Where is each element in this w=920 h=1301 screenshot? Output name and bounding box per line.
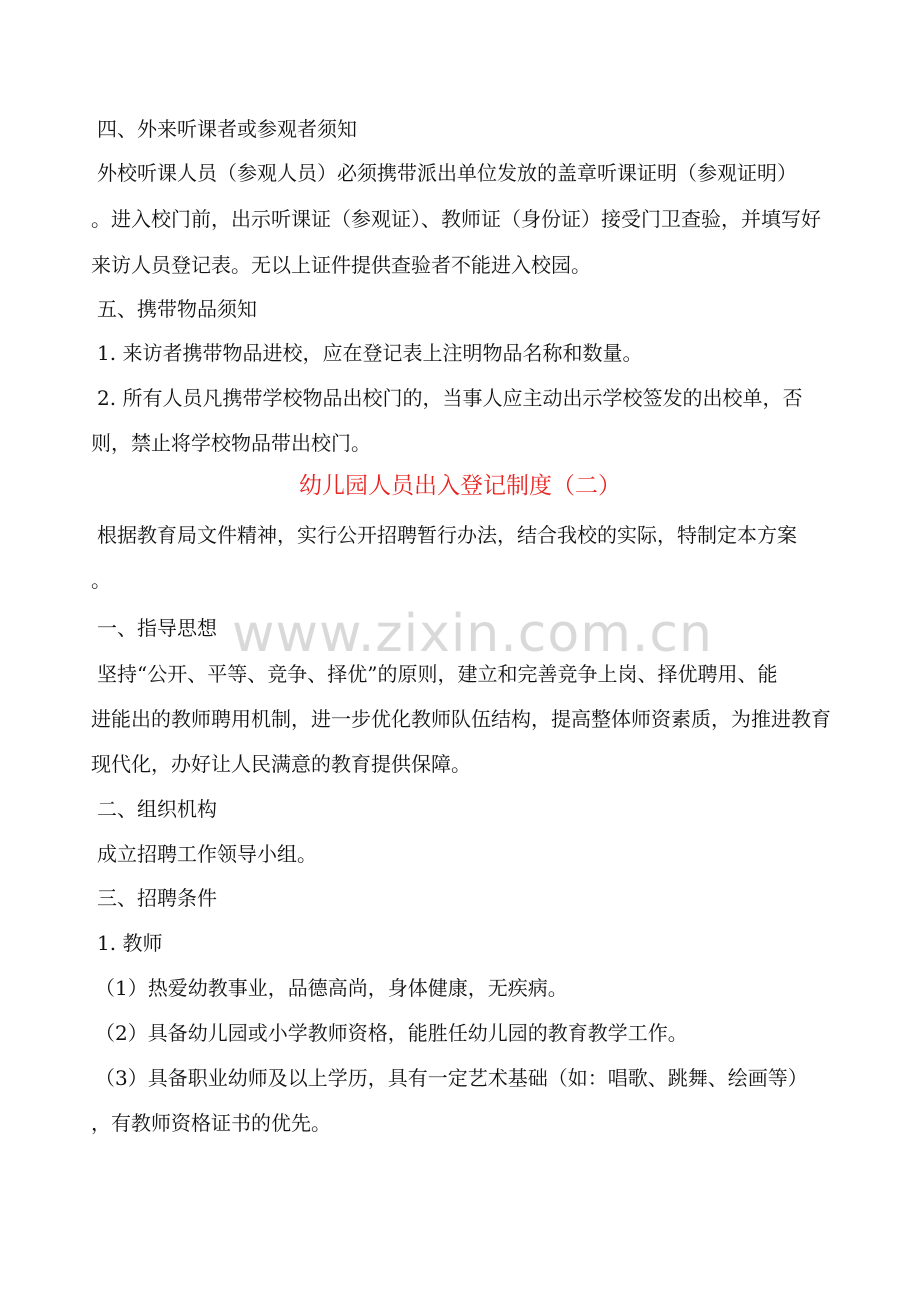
intro-line-2: 。	[91, 568, 111, 592]
subheading-teacher: 1. 教师	[97, 931, 163, 955]
section5-item-1: 1. 来访者携带物品进校，应在登记表上注明物品名称和数量。	[97, 341, 643, 365]
watermark: www.zixin.com.cn	[232, 604, 713, 664]
paragraph-organization: 成立招聘工作领导小组。	[97, 842, 317, 866]
condition-3-line-2: ，有教师资格证书的优先。	[91, 1111, 331, 1135]
condition-1: （1）热爱幼教事业，品德高尚，身体健康，无疾病。	[95, 976, 568, 1000]
paragraph-guiding-line-1: 坚持“公开、平等、竞争、择优”的原则，建立和完善竞争上岗、择优聘用、能	[97, 662, 778, 686]
heading-recruitment-conditions: 三、招聘条件	[97, 886, 217, 910]
section4-paragraph-line-3: 来访人员登记表。无以上证件提供查验者不能进入校园。	[91, 253, 591, 277]
paragraph-guiding-line-3: 现代化，办好让人民满意的教育提供保障。	[91, 752, 471, 776]
section4-heading: 四、外来听课者或参观者须知	[97, 117, 357, 141]
condition-2: （2）具备幼儿园或小学教师资格，能胜任幼儿园的教育教学工作。	[95, 1021, 688, 1045]
section5-heading: 五、携带物品须知	[97, 297, 257, 321]
section4-paragraph-line-2: 。进入校门前，出示听课证（参观证）、教师证（身份证）接受门卫查验，并填写好	[91, 207, 821, 231]
section5-item-2-line-1: 2. 所有人员凡携带学校物品出校门的，当事人应主动出示学校签发的出校单，否	[97, 386, 803, 410]
section4-paragraph-line-1: 外校听课人员（参观人员）必须携带派出单位发放的盖章听课证明（参观证明）	[97, 161, 797, 185]
heading-guiding-thought: 一、指导思想	[97, 616, 217, 640]
paragraph-guiding-line-2: 进能出的教师聘用机制，进一步优化教师队伍结构，提高整体师资素质，为推进教育	[91, 707, 831, 731]
section5-item-2-line-2: 则，禁止将学校物品带出校门。	[91, 431, 371, 455]
condition-3-line-1: （3）具备职业幼师及以上学历，具有一定艺术基础（如：唱歌、跳舞、绘画等）	[95, 1066, 808, 1090]
heading-organization: 二、组织机构	[97, 797, 217, 821]
intro-line-1: 根据教育局文件精神，实行公开招聘暂行办法，结合我校的实际，特制定本方案	[97, 523, 797, 547]
document-title-2: 幼儿园人员出入登记制度（二）	[299, 473, 621, 499]
